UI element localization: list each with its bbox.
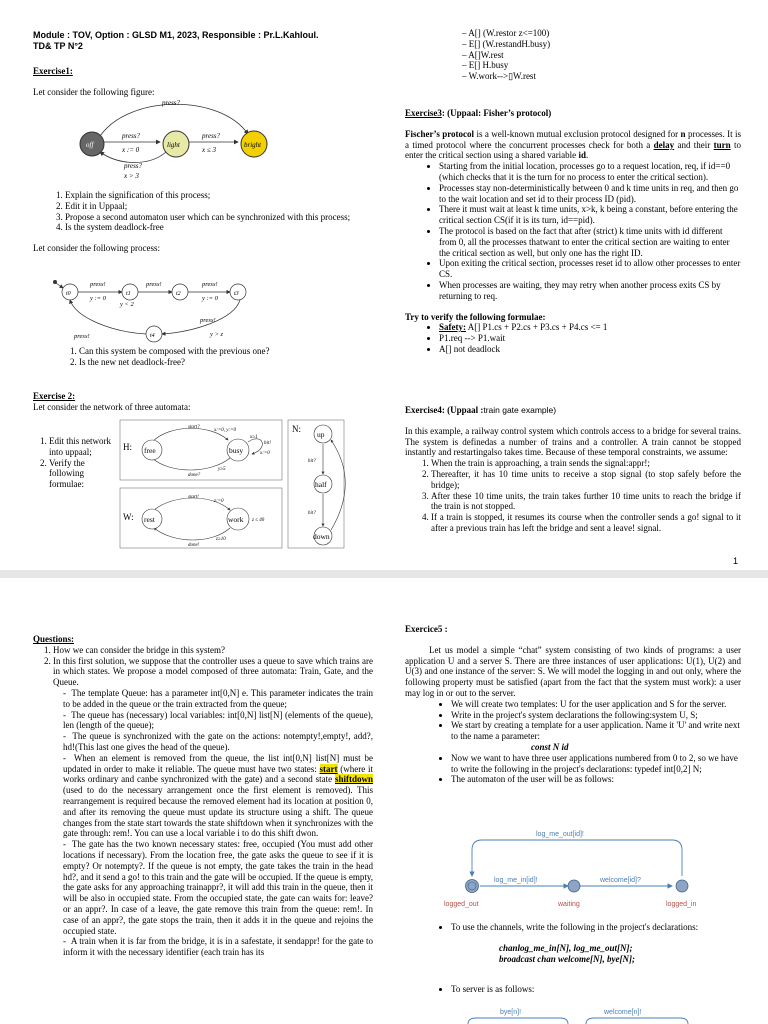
- list-item: 2. Is the new net deadlock-free?: [79, 357, 373, 368]
- formulae-list: [462, 28, 722, 82]
- svg-text:press!: press!: [90, 281, 106, 288]
- svg-text:start!: start!: [188, 495, 199, 500]
- exercise5-intro: Let us model a simple “chat” system consisting of two kinds of programs: a user application U and a server S. There are three instances of user applications: U(1), U(2) and U(3) and one instance of the server: S. We will model the logging in and out only, where the following property must be satisfied (apart from the fact that the system must work): a user may log in or out to the server.: [405, 644, 741, 698]
- exercise5-bullets-3: [405, 984, 741, 995]
- svg-text:free: free: [144, 446, 156, 455]
- svg-text:work: work: [228, 515, 244, 524]
- svg-text:press!: press!: [146, 281, 162, 288]
- list-item: 1. Explain the signification of this process;: [65, 190, 373, 201]
- state-logged-in: [676, 880, 688, 892]
- exercise5-block: [405, 624, 741, 785]
- svg-text:z:=0: z:=0: [214, 499, 224, 504]
- svg-text:press?: press?: [124, 162, 143, 170]
- list-item: • Now we want to have three user applications numbered from 0 to 2, so we have to write the following in the project's declarations: typedef int[0,2] N;: [451, 753, 741, 775]
- svg-text:hit?: hit?: [308, 459, 316, 464]
- exercise2-task-list: [33, 436, 113, 490]
- list-item: • To use the channels, write the following in the project's declarations:: [451, 922, 741, 933]
- svg-text:x > 3: x > 3: [124, 172, 139, 180]
- svg-text:log_me_out[id]!: log_me_out[id]!: [536, 831, 584, 838]
- list-item: - The template Queue: has a parameter int[0,N] e. This parameter indicates the train to be added in the queue or the train extracted from the queue;: [63, 687, 373, 709]
- exercise4-block: [405, 405, 741, 534]
- svg-text:logged_out: logged_out: [444, 901, 479, 908]
- list-item: - The queue is synchronized with the gate on the actions: notempty!,empty!, add?, hd!(This last one gives the head of the queue).: [63, 731, 373, 752]
- svg-text:x := 0: x := 0: [122, 146, 140, 154]
- svg-text:up: up: [317, 430, 325, 439]
- list-item: • Starting from the initial location, processes go to a request location, req, if id==0 (which checks that it is the turn for no process to enter the critical section).: [439, 161, 741, 183]
- exercise4-title: Exercise4: (Uppaal :train gate example): [405, 405, 557, 415]
- exercise4-assumptions: [405, 458, 741, 534]
- svg-text:hit!: hit!: [264, 441, 271, 446]
- exercise5-title: Exercice5 :: [405, 624, 448, 634]
- list-item: • To server is as follows:: [451, 984, 741, 995]
- svg-text:half: half: [315, 480, 327, 489]
- formula: – E[] (W.restandH.busy): [462, 38, 551, 49]
- list-item: 2. In this first solution, we suppose that the controller uses a queue to save which trains are in which states. We propose a model composed of three automata: Train, Gate, and the Queue. - The template Queue: has a parameter int[0,N] e. This parameter indicates the train to be added in the queue or the train extracted from the queue; - The queue has (necessary) local variables: int[0,N] list[N] (elements of the queue), len (length of the queue); - The queue is synchronized with the gate on the actions: notempty!,empty!, add?, hd!(This last one gives the head of the queue). - When an element is removed from the queue, the list int[0,N] list[N] must be updated in order to make it reliable. The queue must have two states: start (where it works ordinary and canbe synchronized with the gate) and a second state shiftdown (used to do the necessary arrangement once the first element is removed). This rearrangement is required because the removed element had its location at position 0, and after its removing the queue must update its structure using a shift. The queue changes from the state start towards the state shiftdown when it synchronizes with the gate through: rem!. You can use a local variable i to do this shift dwon. - The gate has the two known necessary states: free, occupied (You must add other locations if necessary). From the location free, the gate asks the queue to see if it is empty? Or notempty?. If the queue is not empty, the gate takes the train in the head hd?, and it send a go! to this train and the gate will be occupied. If the queue is empty, the gate asks for any approaching trainappr?, it will add this train in the queue, then it will be also in occupied state. From the occupied state, the gate can waits for: leave? or an appr?. In case of a leave, the gate remove this train from the queue: rem!. In case of an appr?, the gate stops the train, then it adds it in the queue and rejoins the occupied state. - A train when it is far from the bridge, it is in a safestate, it sendappr! for the gate to inform it with the necessary identifier (each train has its: [53, 656, 373, 958]
- list-item: 2. Verify the following formulae:: [49, 458, 113, 490]
- user-automaton-figure: [440, 822, 720, 918]
- svg-text:welcome[id]?: welcome[id]?: [600, 877, 641, 884]
- list-item: 3. After these 10 time units, the train takes further 10 time units to reach the bridge if the train is not stopped.: [431, 491, 741, 513]
- questions-sublist: [53, 688, 373, 958]
- exercise1-tasks: [33, 190, 373, 254]
- questions-title: Questions:: [33, 634, 75, 644]
- svg-text:x:=0, y:=0: x:=0, y:=0: [214, 428, 237, 433]
- exercise1-questions: [33, 346, 373, 368]
- list-item: • P1.req --> P1.wait: [439, 333, 741, 344]
- svg-text:busy: busy: [229, 446, 244, 455]
- svg-text:y := 0: y := 0: [202, 295, 218, 302]
- state-logged-out: [466, 880, 479, 893]
- formula: – A[]W.rest: [462, 49, 504, 60]
- list-item: 2. Thereafter, it has 10 time units to receive a stop signal (to stop safely before the bridge);: [431, 469, 741, 491]
- questions-block: [33, 634, 373, 958]
- svg-text:x:=0: x:=0: [260, 451, 270, 456]
- svg-text:rest: rest: [144, 515, 155, 524]
- svg-text:press!: press!: [74, 333, 90, 340]
- svg-text:y := 0: y := 0: [90, 295, 106, 302]
- exercise1-question-list: [33, 346, 373, 368]
- svg-text:off: off: [86, 141, 94, 149]
- verify-title: Try to verify the following formulae:: [405, 311, 546, 322]
- svg-text:down: down: [313, 532, 330, 541]
- exercise3-title: Exercise3: (Uppaal: Fisher’s protocol): [405, 108, 552, 118]
- list-item: • A[] not deadlock: [439, 344, 741, 355]
- list-item: • Write in the project's system declarations the following:system U, S;: [451, 710, 741, 721]
- svg-text:done?: done?: [188, 473, 201, 478]
- svg-text:bright: bright: [244, 141, 262, 149]
- svg-text:W:: W:: [123, 512, 134, 522]
- list-item: • When processes are waiting, they may retry when another process exits CS by returning to req.: [439, 280, 741, 302]
- svg-text:z≥10: z≥10: [216, 537, 226, 542]
- svg-text:logged_in: logged_in: [666, 901, 697, 908]
- svg-text:log_me_in[id]!: log_me_in[id]!: [494, 877, 538, 884]
- formula: – W.work-->▯W.rest: [462, 71, 536, 82]
- formula: – A[] (W.restor z<=100): [462, 28, 550, 38]
- svg-text:t2: t2: [176, 291, 181, 297]
- svg-text:done!: done!: [188, 543, 200, 548]
- list-item: - The queue has (necessary) local variables: int[0,N] list[N] (elements of the queue), len (length of the queue);: [63, 709, 373, 731]
- list-item: 4. Is the system deadlock-free: [65, 222, 373, 233]
- page-number: 1: [732, 556, 738, 566]
- questions-list: [33, 645, 373, 958]
- list-item: - The gate has the two known necessary states: free, occupied (You must add other locations if necessary). From the location free, the gate asks the queue to see if it is empty? Or notempty?. If the queue is not empty, the gate takes the train in the head hd?, and it send a go! to this train and the gate will be occupied. If the queue is empty, the gate asks for any approaching trainappr?, it will add this train in the queue, then it will be also in occupied state. From the occupied state, the gate can waits for: leave? or an appr?. In case of a leave, the gate remove this train from the queue: rem!. In case of an appr?, the gate stops the train, then it adds it in the queue and rejoins the occupied state.: [63, 839, 373, 936]
- svg-text:welcome[n]!: welcome[n]!: [604, 1009, 642, 1016]
- edge-log-me-out: [472, 840, 682, 876]
- svg-text:y > z: y > z: [210, 331, 224, 338]
- list-item: • Processes stay non-deterministically between 0 and k time units in req, and then go to the wait location and set id to their process ID (pid).: [439, 183, 741, 205]
- svg-text:t0: t0: [66, 291, 71, 297]
- header-block: [33, 30, 373, 52]
- user-process-figure: [52, 276, 267, 346]
- td-header: TD& TP N°2: [33, 40, 83, 51]
- exercise3-intro: Fischer’s protocol is a well-known mutual exclusion protocol designed for n processes. It is a timed protocol where the concurrent processes check for both a delay and their turn to enter the critical section using a shared variable id.: [405, 128, 741, 161]
- svg-text:t3: t3: [234, 291, 239, 297]
- module-header: Module : TOV, Option : GLSD M1, 2023, Responsible : Pr.L.Kahloul.: [33, 30, 319, 40]
- svg-text:t1: t1: [126, 291, 131, 297]
- state-waiting: [568, 880, 580, 892]
- exercise1-intro2: Let consider the following process:: [33, 243, 160, 254]
- list-item: • There it must wait at least k time units, x>k, k being a constant, before entering the critical section CS(if it is its turn, id==pid).: [439, 204, 741, 226]
- exercise5-bullets: [405, 699, 741, 785]
- svg-text:y≥5: y≥5: [218, 467, 226, 472]
- list-item: 1. Edit this network into uppaal;: [49, 436, 113, 458]
- svg-text:light: light: [167, 141, 180, 149]
- edge-label: press?: [162, 99, 181, 107]
- exercise2-title: Exercise 2:: [33, 391, 76, 401]
- list-item: • The automaton of the user will be as follows:: [451, 774, 741, 785]
- list-item: 1. When the train is approaching, a train sends the signal:appr!;: [431, 458, 741, 469]
- list-item: • Safety: A[] P1.cs + P2.cs + P3.cs + P4.cs <= 1: [439, 322, 741, 333]
- formula: – E[] H.busy: [462, 60, 509, 71]
- list-item: 3. Propose a second automaton user which can be synchronized with this process;: [65, 212, 373, 223]
- exercise2-block: [33, 391, 373, 413]
- svg-text:bye[n]!: bye[n]!: [500, 1009, 522, 1016]
- exercise5-bullets-2: [405, 922, 741, 933]
- list-item: 4. If a train is stopped, it resumes its course when the controller sends a go! signal to it after a previous train has left the bridge and sent a leave! signal.: [431, 512, 741, 534]
- list-item: 1. How we can consider the bridge in this system?: [53, 645, 373, 656]
- exercise2-tasks: [33, 436, 113, 490]
- list-item: - When an element is removed from the queue, the list int[0,N] list[N] must be updated in order to make it reliable. The queue must have two states: start (where it works ordinary and canbe synchronized with the gate) and a second state shiftdown (used to do the necessary arrangement once the first element is removed). This rearrangement is required because the removed element had its location at position 0, and after its removing the queue must update its structure using a shift. The queue changes from the state start towards the state shiftdown when it synchronizes with the gate through: rem!. You can use a local variable i to do this shift dwon.: [63, 752, 373, 839]
- exercise3-bullets: [405, 161, 741, 301]
- svg-text:press!: press!: [200, 317, 216, 324]
- svg-text:t4: t4: [150, 333, 155, 339]
- svg-text:waiting: waiting: [558, 901, 580, 908]
- list-item: - A train when it is far from the bridge, it is in a safestate, it sendappr! for the gate to inform it with the necessary identifier (each train has its: [63, 936, 373, 958]
- exercise2-intro: Let consider the network of three automata:: [33, 401, 191, 412]
- svg-text:press?: press?: [122, 132, 141, 140]
- svg-text:y < 2: y < 2: [120, 301, 134, 308]
- list-item: • The protocol is based on the fact that after (strict) k time units with id different from 0, all the processes thatwant to enter the critical section are waiting to enter the critical section as well, but only one has the right ID.: [439, 226, 741, 258]
- svg-text:z ≤ 40: z ≤ 40: [252, 518, 265, 523]
- network-automata-figure: [118, 418, 346, 550]
- page-separator: [0, 570, 768, 578]
- exercise1-block: [33, 66, 373, 98]
- exercise1-task-list: [33, 190, 373, 233]
- server-automaton-figure: [460, 1006, 700, 1024]
- exercise5-channels: [405, 922, 741, 995]
- exercise1-intro: Let consider the following figure:: [33, 86, 155, 97]
- svg-text:x ≤ 3: x ≤ 3: [202, 146, 216, 154]
- list-item: • We will create two templates: U for the user application and S for the server.: [451, 699, 741, 710]
- channel-declaration: chanlog_me_in[N], log_me_out[N];: [499, 942, 633, 953]
- lamp-automaton-figure: [70, 96, 290, 180]
- svg-text:press?: press?: [202, 132, 221, 140]
- svg-text:press!: press!: [202, 281, 218, 288]
- channel-declaration: broadcast chan welcome[N], bye[N];: [499, 953, 635, 964]
- list-item: • We start by creating a template for a user application. Name it 'U' and write next to the name a parameter: const N id: [451, 720, 741, 752]
- svg-text:hit?: hit?: [308, 511, 316, 516]
- list-item: 1. Can this system be composed with the previous one?: [79, 346, 373, 357]
- exercise3-block: [405, 108, 741, 355]
- list-item: • Upon exiting the critical section, processes reset id to allow other processes to enter CS.: [439, 258, 741, 280]
- svg-text:x≥1: x≥1: [250, 435, 258, 440]
- exercise4-intro: In this example, a railway control system which controls access to a bridge for several trains. The system is definedas a number of trains and a controller. A train cannot be stopped instantly and restartingalso takes time. Because of these temporal constraints, we assume:: [405, 425, 741, 458]
- list-item: 2. Edit it in Uppaal;: [65, 201, 373, 212]
- verify-formulae: [405, 322, 741, 354]
- svg-text:H:: H:: [123, 442, 132, 452]
- svg-text:start?: start?: [188, 425, 200, 430]
- svg-text:N:: N:: [292, 424, 301, 434]
- exercise1-title: Exercise1:: [33, 66, 73, 76]
- document-page-2: [0, 578, 768, 1024]
